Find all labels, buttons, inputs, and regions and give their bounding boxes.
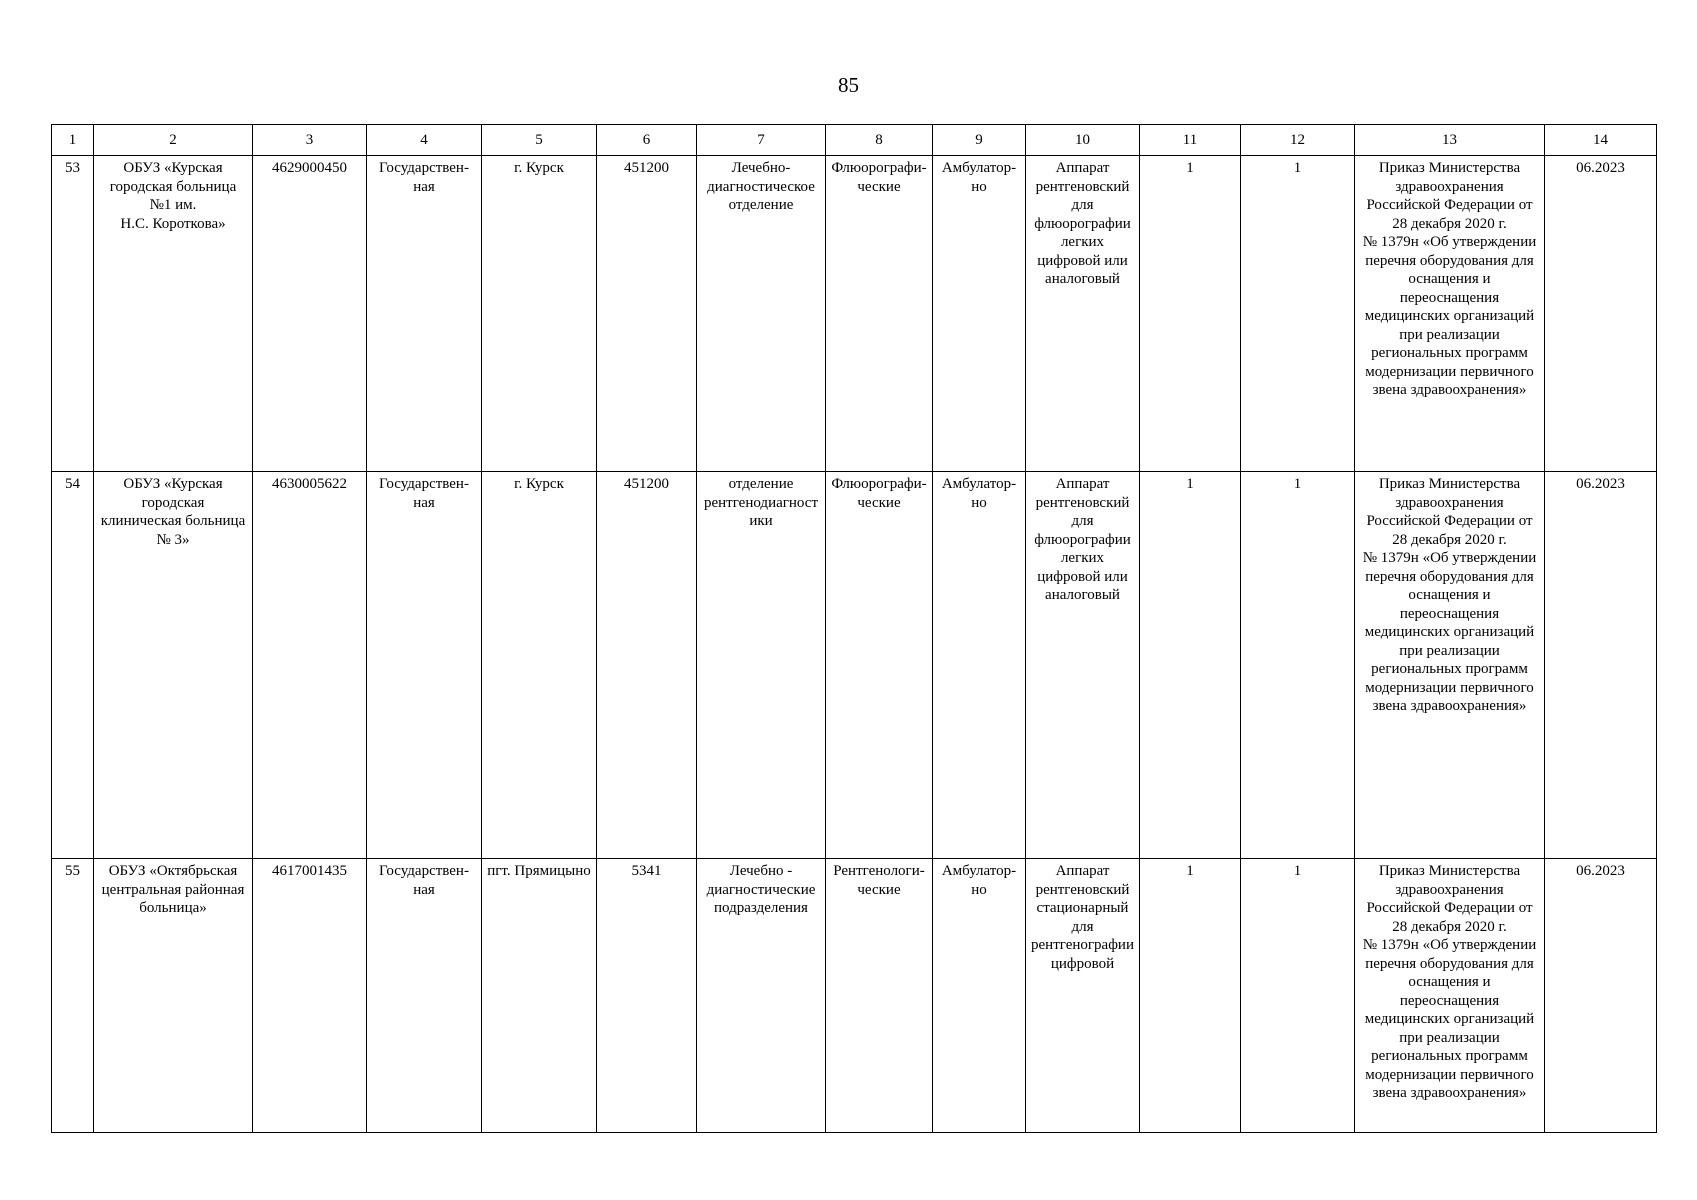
cell-line: Флюорографи- xyxy=(831,160,927,176)
legal-basis-cell xyxy=(1355,472,1545,859)
cell-line: городская xyxy=(141,494,205,511)
date-cell: 06.2023 xyxy=(1545,472,1657,859)
cell-line: здравоохранения xyxy=(1395,881,1504,898)
organization-cell xyxy=(94,156,253,472)
column-number-cell: 12 xyxy=(1241,125,1355,156)
table-row xyxy=(52,156,1657,472)
cell-line: при реализации xyxy=(1399,1029,1500,1046)
equipment-cell xyxy=(1026,472,1140,859)
cell-line: для xyxy=(1071,197,1094,213)
inn-cell: 4629000450 xyxy=(253,156,367,472)
cell-line: Российской Федерации от xyxy=(1366,900,1533,916)
organization-cell xyxy=(94,859,253,1133)
cell-line: Российской Федерации от xyxy=(1366,513,1533,529)
quantity-cell: 1 xyxy=(1241,859,1355,1133)
cell-line: медицинских организаций xyxy=(1364,1011,1535,1027)
cell-line: переоснащения xyxy=(1399,992,1500,1009)
equipment-table xyxy=(51,124,1657,1133)
quantity-cell: 1 xyxy=(1241,156,1355,472)
cell-line: рентгеновский xyxy=(1035,881,1130,898)
cell-line: для xyxy=(1071,918,1094,935)
cell-line: Государствен- xyxy=(379,476,469,492)
study-type-cell xyxy=(826,156,933,472)
cell-line: модернизации первичного xyxy=(1365,1066,1534,1083)
cell-line: диагностическое xyxy=(707,178,815,195)
column-number-cell: 1 xyxy=(52,125,94,156)
study-type-cell xyxy=(826,472,933,859)
cell-line: переоснащения xyxy=(1399,289,1500,306)
cell-line: городская больница xyxy=(109,178,237,195)
cell-line: ческие xyxy=(857,494,901,511)
quantity-cell: 1 xyxy=(1140,859,1241,1133)
cell-line: Н.С. Короткова» xyxy=(120,215,226,232)
column-number-cell: 2 xyxy=(94,125,253,156)
cell-line: региональных программ xyxy=(1371,345,1528,361)
ownership-cell xyxy=(367,156,482,472)
care-condition-cell xyxy=(933,859,1026,1133)
cell-line: здравоохранения xyxy=(1395,178,1504,195)
cell-line: Рентгенологи- xyxy=(833,863,925,879)
row-number-cell: 55 xyxy=(52,859,94,1133)
inn-cell: 4630005622 xyxy=(253,472,367,859)
cell-line: Государствен- xyxy=(379,863,469,879)
cell-line: ческие xyxy=(857,881,901,898)
cell-line: рентгенографии xyxy=(1031,937,1134,953)
inn-cell: 4617001435 xyxy=(253,859,367,1133)
cell-line: пгт. Прямицыно xyxy=(487,863,591,879)
department-cell xyxy=(697,472,826,859)
cell-line: № 1379н «Об утверждении xyxy=(1362,937,1537,953)
column-number-cell: 7 xyxy=(697,125,826,156)
cell-line: стационарный xyxy=(1036,900,1129,916)
quantity-cell: 1 xyxy=(1241,472,1355,859)
cell-line: при реализации xyxy=(1399,326,1500,343)
cell-line: Амбулатор- xyxy=(941,476,1017,492)
cell-line: г. Курск xyxy=(514,476,564,492)
column-number-row xyxy=(52,125,1657,156)
cell-line: звена здравоохранения» xyxy=(1372,1085,1527,1101)
cell-line: Российской Федерации от xyxy=(1366,197,1533,213)
cell-line: клиническая больница xyxy=(100,513,246,529)
cell-line: ОБУЗ «Курская xyxy=(123,476,223,492)
cell-line: 28 декабря 2020 г. xyxy=(1392,215,1507,232)
column-number-cell: 14 xyxy=(1545,125,1657,156)
cell-line: отделение xyxy=(728,197,794,213)
cell-line: перечня оборудования для xyxy=(1365,252,1534,269)
cell-line: модернизации первичного xyxy=(1365,363,1534,380)
cell-line: ная xyxy=(413,178,435,195)
cell-line: перечня оборудования для xyxy=(1365,568,1534,585)
cell-line: легких xyxy=(1060,234,1105,250)
code-cell: 451200 xyxy=(597,156,697,472)
department-cell xyxy=(697,859,826,1133)
cell-line: звена здравоохранения» xyxy=(1372,698,1527,714)
cell-line: здравоохранения xyxy=(1395,494,1504,511)
date-cell: 06.2023 xyxy=(1545,156,1657,472)
column-number-cell: 10 xyxy=(1026,125,1140,156)
cell-line: цифровой или xyxy=(1037,568,1128,585)
cell-line: при реализации xyxy=(1399,642,1500,659)
cell-line: региональных программ xyxy=(1371,1048,1528,1064)
locality-cell xyxy=(482,472,597,859)
cell-line: 28 декабря 2020 г. xyxy=(1392,531,1507,548)
cell-line: ОБУЗ «Октябрьская xyxy=(108,863,238,879)
cell-line: Флюорографи- xyxy=(831,476,927,492)
cell-line: Приказ Министерства xyxy=(1378,863,1521,879)
cell-line: оснащения и xyxy=(1408,974,1491,990)
row-number-cell: 53 xyxy=(52,156,94,472)
cell-line: легких xyxy=(1060,550,1105,566)
organization-cell xyxy=(94,472,253,859)
cell-line: медицинских организаций xyxy=(1364,308,1535,324)
cell-line: №1 им. xyxy=(149,197,197,213)
row-number-cell: 54 xyxy=(52,472,94,859)
cell-line: переоснащения xyxy=(1399,605,1500,622)
code-cell: 5341 xyxy=(597,859,697,1133)
cell-line: отделение xyxy=(728,476,794,492)
legal-basis-cell xyxy=(1355,859,1545,1133)
cell-line: ная xyxy=(413,881,435,898)
cell-line: диагностические xyxy=(706,881,816,898)
cell-line: Амбулатор- xyxy=(941,160,1017,176)
column-number-cell: 3 xyxy=(253,125,367,156)
table-body xyxy=(52,125,1657,1133)
care-condition-cell xyxy=(933,472,1026,859)
cell-line: больница» xyxy=(139,900,207,916)
column-number-cell: 9 xyxy=(933,125,1026,156)
cell-line: ная xyxy=(413,494,435,511)
cell-line: но xyxy=(971,178,987,195)
cell-line: звена здравоохранения» xyxy=(1372,382,1527,398)
cell-line: Амбулатор- xyxy=(941,863,1017,879)
cell-line: перечня оборудования для xyxy=(1365,955,1534,972)
department-cell xyxy=(697,156,826,472)
quantity-cell: 1 xyxy=(1140,156,1241,472)
column-number-cell: 13 xyxy=(1355,125,1545,156)
care-condition-cell xyxy=(933,156,1026,472)
cell-line: медицинских организаций xyxy=(1364,624,1535,640)
cell-line: № 3» xyxy=(156,531,190,548)
legal-basis-cell xyxy=(1355,156,1545,472)
cell-line: аналоговый xyxy=(1045,271,1120,287)
cell-line: рентгенодиагност xyxy=(703,494,819,511)
cell-line: г. Курск xyxy=(514,160,564,176)
cell-line: Аппарат xyxy=(1055,863,1110,879)
cell-line: рентгеновский xyxy=(1035,494,1130,511)
locality-cell xyxy=(482,859,597,1133)
locality-cell xyxy=(482,156,597,472)
cell-line: ОБУЗ «Курская xyxy=(123,160,223,176)
code-cell: 451200 xyxy=(597,472,697,859)
cell-line: оснащения и xyxy=(1408,271,1491,287)
cell-line: Лечебно- xyxy=(731,160,791,176)
cell-line: центральная районная xyxy=(101,881,245,898)
cell-line: Приказ Министерства xyxy=(1378,476,1521,492)
cell-line: аналоговый xyxy=(1045,587,1120,603)
ownership-cell xyxy=(367,472,482,859)
equipment-cell xyxy=(1026,859,1140,1133)
cell-line: № 1379н «Об утверждении xyxy=(1362,550,1537,566)
cell-line: региональных программ xyxy=(1371,661,1528,677)
study-type-cell xyxy=(826,859,933,1133)
column-number-cell: 11 xyxy=(1140,125,1241,156)
cell-line: но xyxy=(971,881,987,898)
cell-line: Приказ Министерства xyxy=(1378,160,1521,176)
column-number-cell: 6 xyxy=(597,125,697,156)
cell-line: цифровой или xyxy=(1037,252,1128,269)
column-number-cell: 8 xyxy=(826,125,933,156)
quantity-cell: 1 xyxy=(1140,472,1241,859)
cell-line: Аппарат xyxy=(1055,160,1110,176)
cell-line: Лечебно - xyxy=(729,863,793,879)
equipment-cell xyxy=(1026,156,1140,472)
cell-line: Государствен- xyxy=(379,160,469,176)
cell-line: ики xyxy=(749,513,773,529)
cell-line: оснащения и xyxy=(1408,587,1491,603)
cell-line: подразделения xyxy=(714,900,808,916)
cell-line: рентгеновский xyxy=(1035,178,1130,195)
column-number-cell: 4 xyxy=(367,125,482,156)
date-cell: 06.2023 xyxy=(1545,859,1657,1133)
cell-line: флюорографии xyxy=(1034,531,1131,548)
cell-line: 28 декабря 2020 г. xyxy=(1392,918,1507,935)
page-number: 85 xyxy=(838,73,859,97)
cell-line: флюорографии xyxy=(1034,215,1131,232)
cell-line: но xyxy=(971,494,987,511)
cell-line: № 1379н «Об утверждении xyxy=(1362,234,1537,250)
cell-line: ческие xyxy=(857,178,901,195)
cell-line: Аппарат xyxy=(1055,476,1110,492)
cell-line: модернизации первичного xyxy=(1365,679,1534,696)
cell-line: для xyxy=(1071,513,1094,529)
table-row xyxy=(52,472,1657,859)
ownership-cell xyxy=(367,859,482,1133)
cell-line: цифровой xyxy=(1050,955,1115,972)
table-row xyxy=(52,859,1657,1133)
column-number-cell: 5 xyxy=(482,125,597,156)
